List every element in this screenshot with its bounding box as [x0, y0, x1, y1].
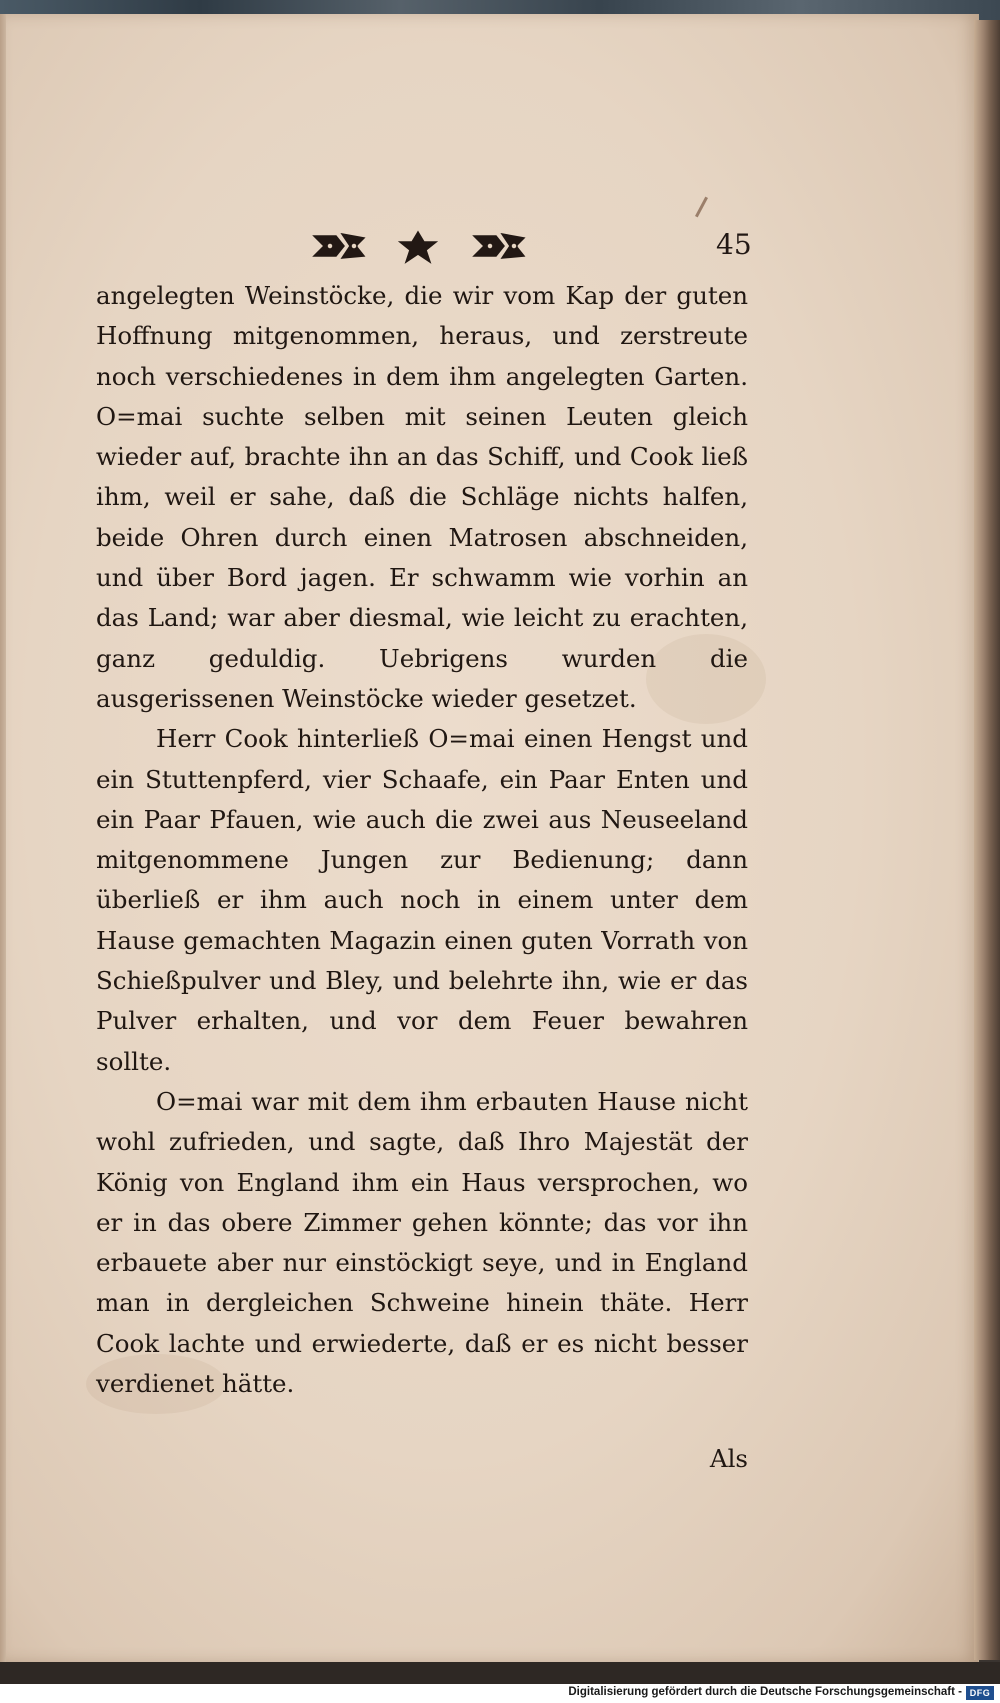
page-fore-edge	[974, 20, 1000, 1660]
credit-bar	[0, 1684, 1000, 1703]
book-bottom-edge	[0, 1662, 1000, 1684]
printers-ornament-icon	[306, 228, 556, 264]
paragraph-continuation: angelegten Weinstöcke, die wir vom Kap der guten Hoffnung mitgenommen, heraus, und zerstreute noch verschiedenes in dem ihm angelegten Garten. O=mai suchte selben mit seinen Leuten gleich wieder auf, brachte ihn an das Schiff, und Cook ließ ihm, weil er sahe, daß die Schläge nichts halfen, beide Ohren durch einen Matrosen abschneiden, und über Bord jagen. Er schwamm wie vorhin an das Land; war aber diesmal, wie leicht zu erachten, ganz geduldig. Uebrigens wurden die ausgerissenen Weinstöcke wieder gesetzet.	[96, 281, 748, 713]
dfg-logo: DFG	[966, 1686, 994, 1700]
funding-credit: Digitalisierung gefördert durch die Deutsche Forschungsgemeinschaft -	[568, 1686, 962, 1698]
body-text	[96, 276, 748, 1404]
page-number: 45	[716, 228, 752, 261]
catchword: Als	[709, 1444, 748, 1473]
page-header	[96, 222, 752, 272]
paragraph-omai-house: O=mai war mit dem ihm erbauten Hause nicht wohl zufrieden, und sagte, daß Ihro Majestät der König von England ihm ein Haus versprochen, wo er in das obere Zimmer gehen könnte; das vor ihn erbauete aber nur einstöckigt seye, und in England man in dergleichen Schweine hinein thäte. Herr Cook lachte und erwiederte, daß er es nicht besser verdienet hätte.	[96, 1086, 748, 1399]
paragraph-cook-gifts: Herr Cook hinterließ O=mai einen Hengst und ein Stuttenpferd, vier Schaafe, ein Paar Enten und ein Paar Pfauen, wie auch die zwei aus Neuseeland mitgenommene Jungen zur Bedienung; dann überließ er ihm auch noch in einem unter dem Hause gemachten Magazin einen guten Vorrath von Schießpulver und Bley, und belehrte ihn, wie er das Pulver erhalten, und vor dem Feuer bewahren sollte.	[96, 724, 748, 1076]
